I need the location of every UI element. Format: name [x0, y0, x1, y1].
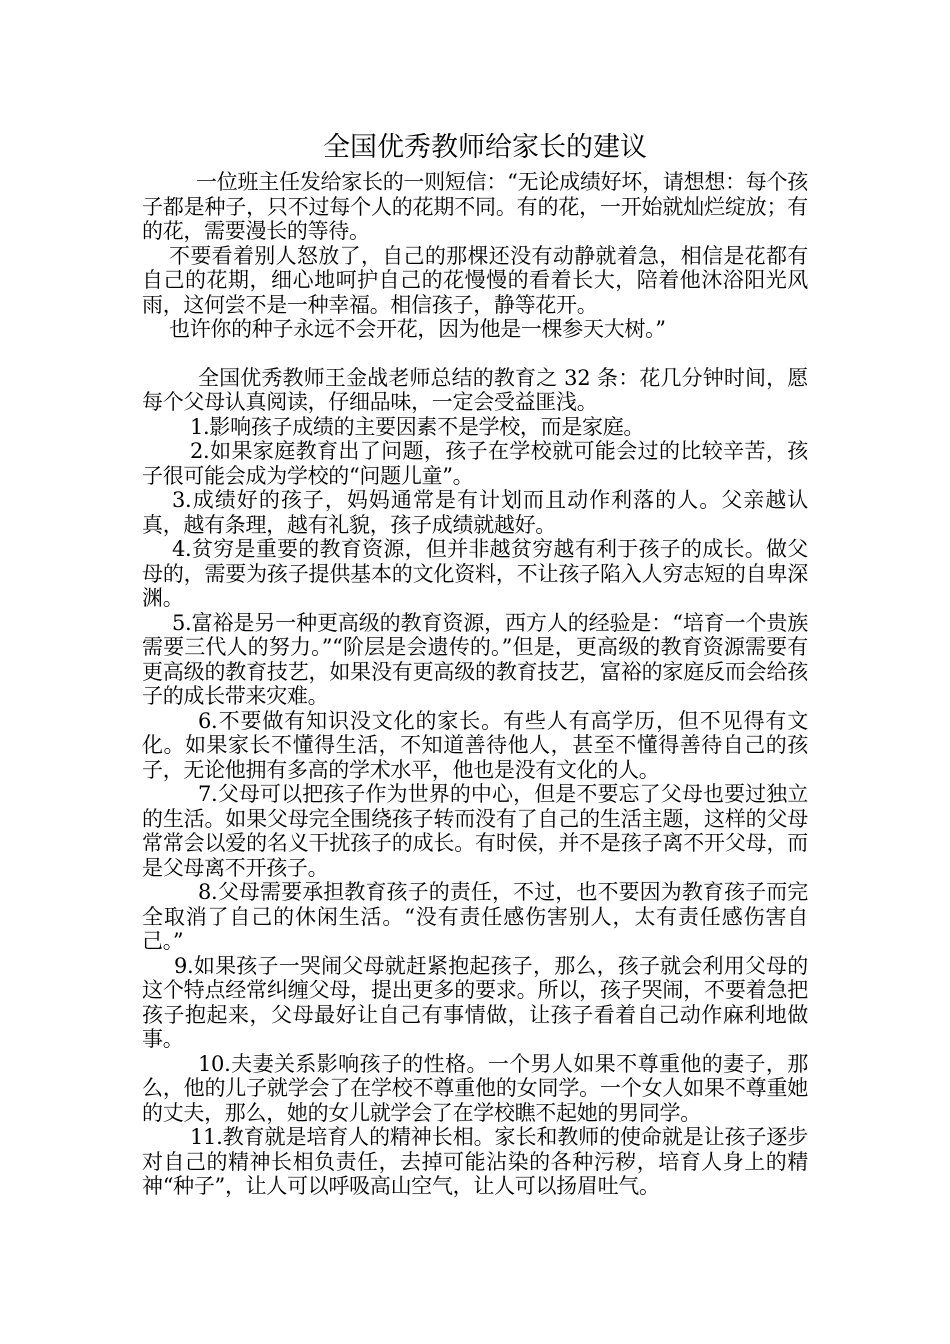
list-item: 8.父母需要承担教育孩子的责任，不过，也不要因为教育孩子而完全取消了自己的休闲生活。“没有责任感伤害别人，太有责任感伤害自己。”: [142, 880, 808, 953]
list-item: 5.富裕是另一种更高级的教育资源，西方人的经验是：“培育一个贵族需要三代人的努力。”“阶层是会遗传的。”但是，更高级的教育资源需要有更高级的教育技艺，如果没有更高级的教育技艺，富裕的家庭反而会给孩子的成长带来灾难。: [142, 610, 808, 708]
list-item: 7.父母可以把孩子作为世界的中心，但是不要忘了父母也要过独立的生活。如果父母完全围绕孩子转而没有了自己的生活主题，这样的父母常常会以爱的名义干扰孩子的成长。有时侯，并不是孩子离不开父母，而是父母离不开孩子。: [142, 782, 808, 880]
intro-paragraph-3: 也许你的种子永远不会开花，因为他是一棵参天大树。”: [169, 317, 666, 341]
intro-paragraph-1: 一位班主任发给家长的一则短信：“无论成绩好坏，请想想：每个孩子都是种子，只不过每个人的花期不同。有的花，一开始就灿烂绽放；有的花，需要漫长的等待。: [142, 170, 808, 243]
paragraph-spacer: [142, 342, 808, 366]
list-item: 2.如果家庭教育出了问题，孩子在学校就可能会过的比较辛苦，孩子很可能会成为学校的“问题儿童”。: [142, 439, 808, 488]
list-item: 9.如果孩子一哭闹父母就赶紧抱起孩子，那么，孩子就会利用父母的这个特点经常纠缠父母，提出更多的要求。所以，孩子哭闹，不要着急把孩子抱起来，父母最好让自己有事情做，让孩子看着自己动作麻利地做事。: [142, 953, 808, 1051]
list-item: 6.不要做有知识没文化的家长。有些人有高学历，但不见得有文化。如果家长不懂得生活，不知道善待他人，甚至不懂得善待自己的孩子，无论他拥有多高的学术水平，他也是没有文化的人。: [142, 708, 808, 782]
list-item: 1.影响孩子成绩的主要因素不是学校，而是家庭。: [190, 414, 645, 439]
document-page: [142, 128, 808, 1199]
summary-paragraph: 全国优秀教师王金战老师总结的教育之 32 条：花几分钟时间，愿每个父母认真阅读，仔细品味，一定会受益匪浅。: [142, 365, 808, 414]
list-item: 4.贫穷是重要的教育资源，但并非越贫穷越有利于孩子的成长。做父母的，需要为孩子提供基本的文化资料，不让孩子陷入人穷志短的自卑深渊。: [142, 537, 808, 610]
intro-paragraph-2: 不要看着别人怒放了，自己的那棵还没有动静就着急，相信是花都有自己的花期，细心地呵护自己的花慢慢的看着长大，陪着他沐浴阳光风雨，这何尝不是一种幸福。相信孩子，静等花开。: [142, 243, 808, 317]
list-item: 10.夫妻关系影响孩子的性格。一个男人如果不尊重他的妻子，那么，他的儿子就学会了在学校不尊重他的女同学。一个女人如果不尊重她的丈夫，那么，她的女儿就学会了在学校瞧不起她的男同学。: [142, 1051, 808, 1125]
list-item: 11.教育就是培育人的精神长相。家长和教师的使命就是让孩子逐步对自己的精神长相负责任，去掉可能沾染的各种污秽，培育人身上的精神“种子”，让人可以呼吸高山空气，让人可以扬眉吐气。: [142, 1125, 808, 1198]
document-title: 全国优秀教师给家长的建议: [323, 132, 647, 163]
list-item: 3.成绩好的孩子，妈妈通常是有计划而且动作利落的人。父亲越认真，越有条理，越有礼貌，孩子成绩就越好。: [142, 488, 808, 537]
